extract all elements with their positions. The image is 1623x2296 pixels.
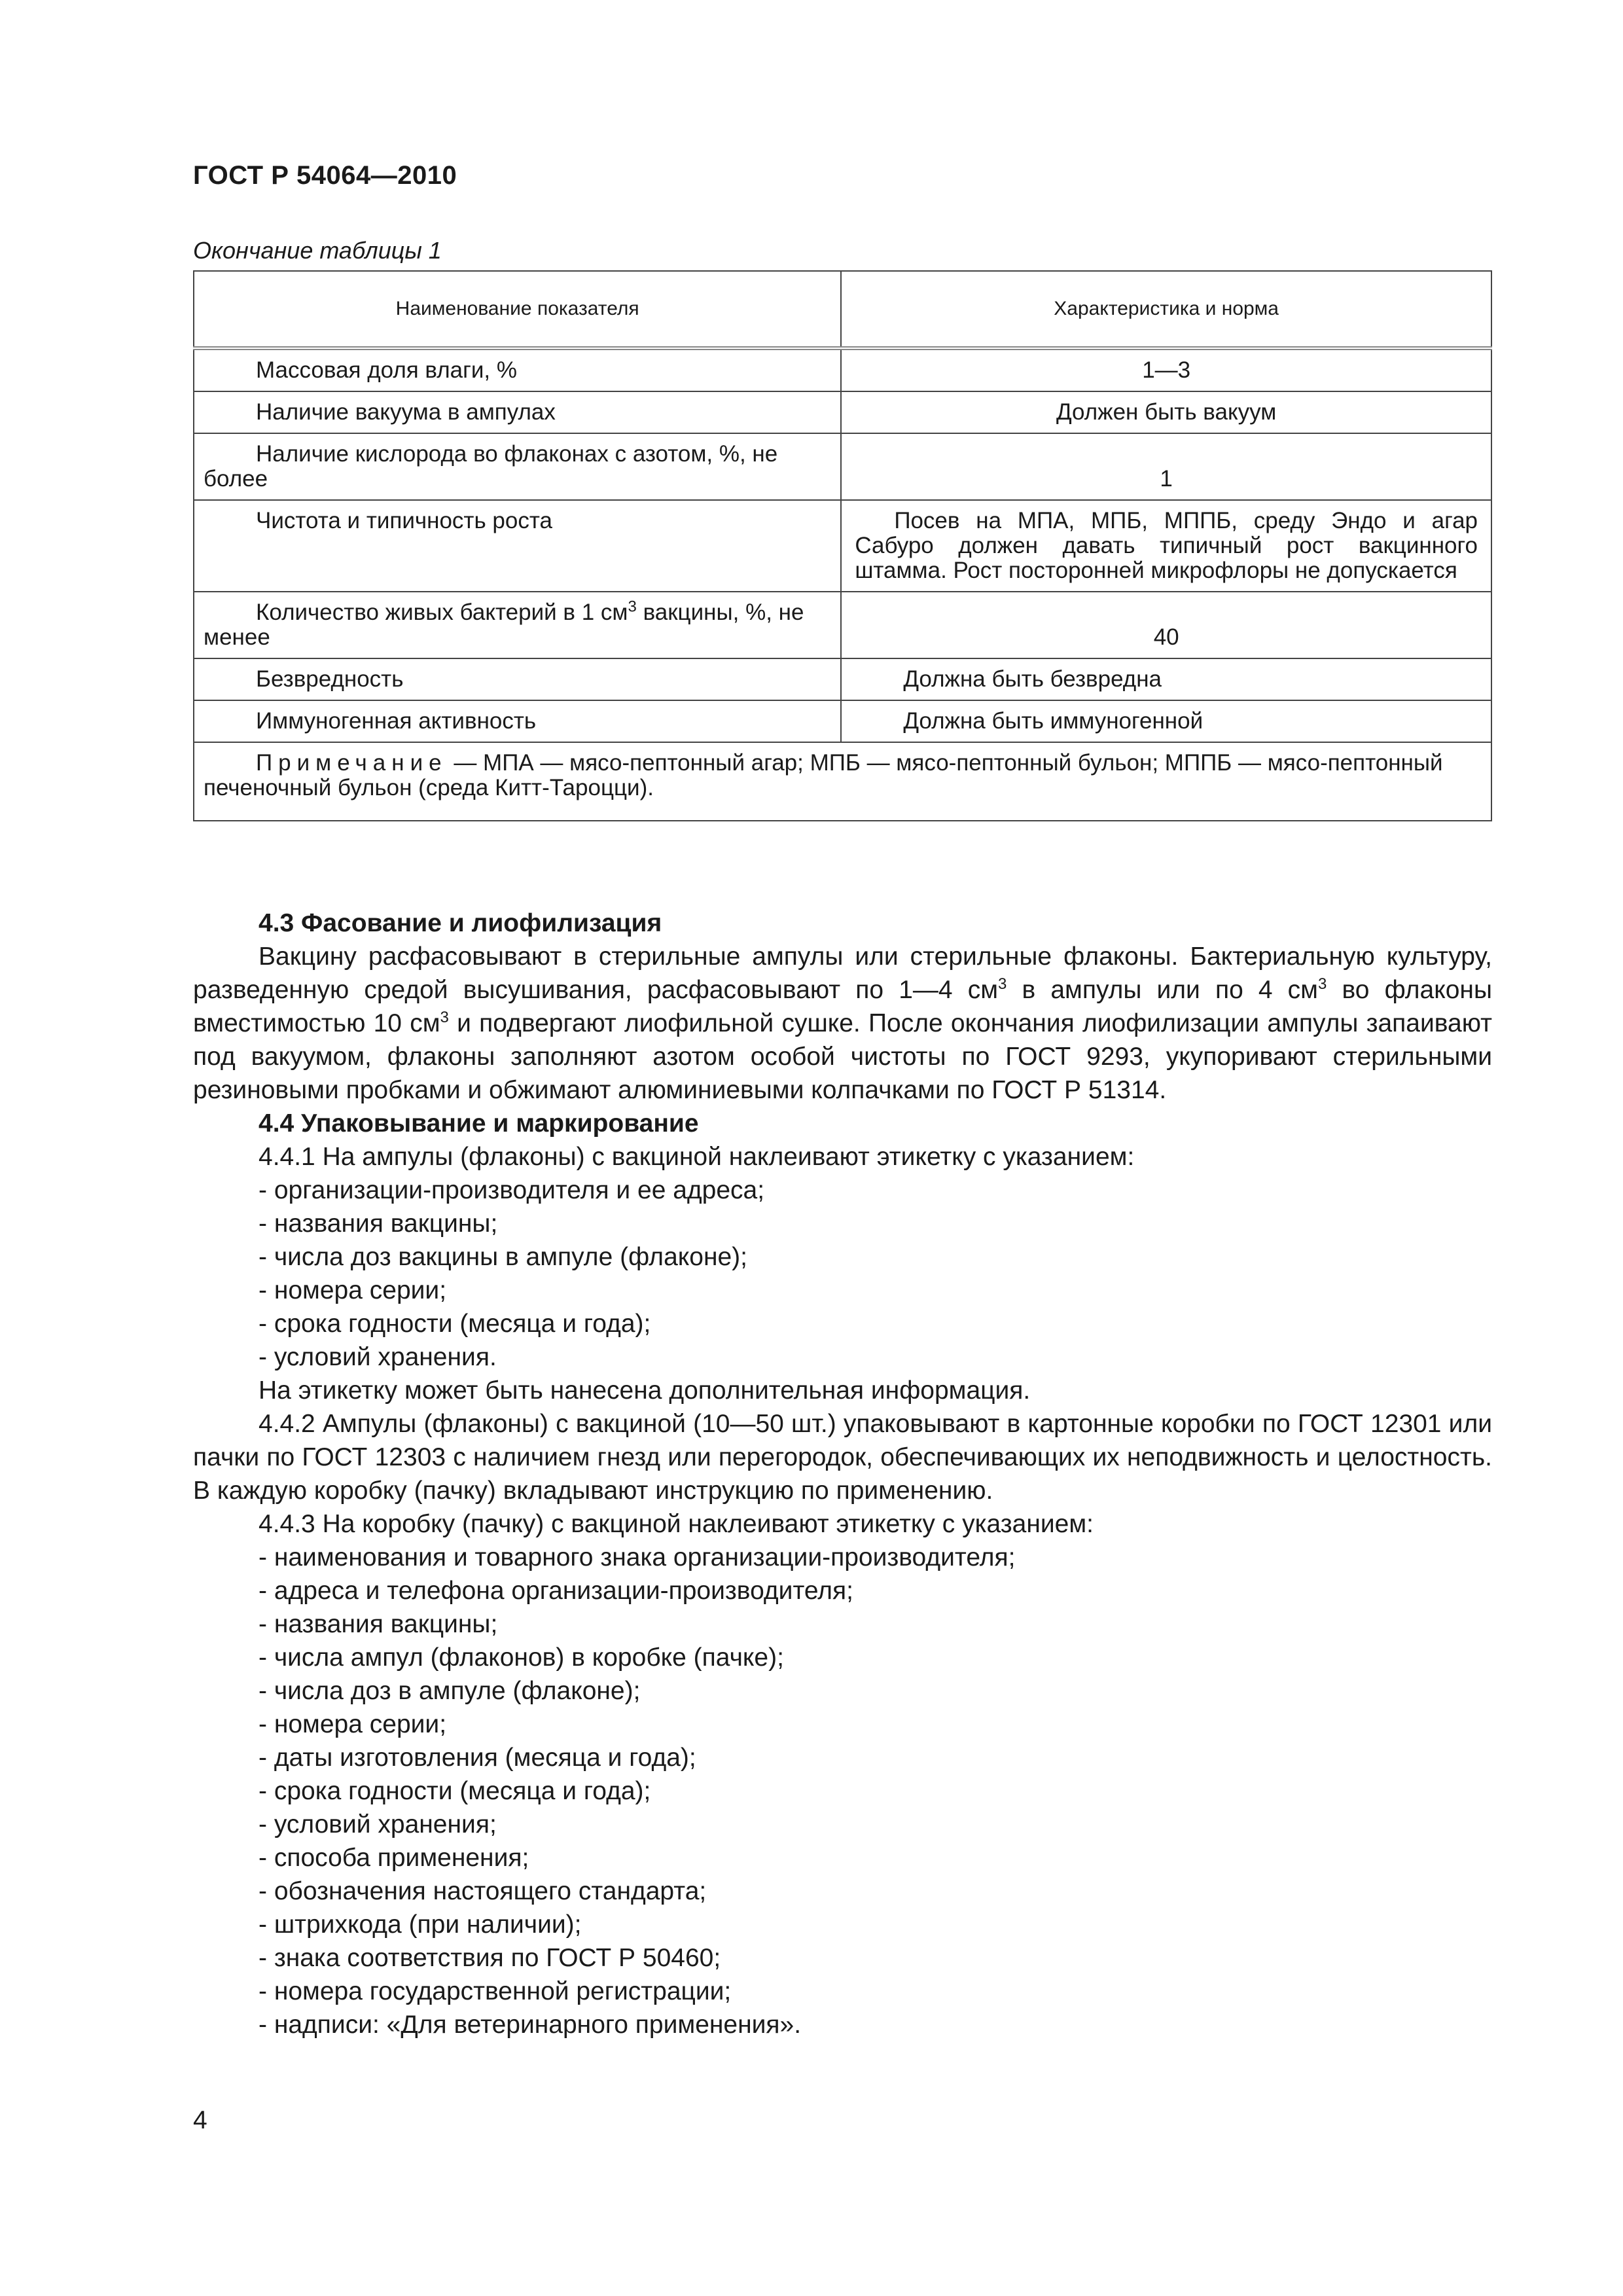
- clause-4-4-1: 4.4.1 На ампулы (флаконы) с вакциной наклеивают этикетку с указанием:: [259, 1143, 1135, 1171]
- indicator-name: Наличие кислорода во флаконах с азотом, %, не более: [204, 441, 778, 492]
- indicator-value: Должна быть безвредна: [903, 666, 1162, 692]
- list-item: - числа ампул (флаконов) в коробке (пачке);: [259, 1643, 784, 1672]
- additional-info-paragraph: На этикетку может быть нанесена дополнительная информация.: [259, 1376, 1031, 1405]
- table-row: [194, 592, 1491, 658]
- document-code-header: ГОСТ Р 54064—2010: [193, 161, 457, 190]
- table-row: [194, 700, 1491, 742]
- list-item: - организации-производителя и ее адреса;: [259, 1176, 765, 1204]
- note-label: Примечание: [256, 750, 448, 776]
- indicator-value-cell: [841, 700, 1491, 742]
- superscript: 3: [998, 975, 1007, 993]
- list-item: - числа доз в ампуле (флаконе);: [259, 1677, 641, 1705]
- list-item: - знака соответствия по ГОСТ Р 50460;: [259, 1944, 721, 1972]
- text-fragment: Вакцину расфасовывают в стерильные ампулы или стерильные флаконы. Бактериальную культуру, разведенную средой высушивания, расфасовывают по 1—4 см: [193, 942, 1492, 1004]
- column-header-name: Наименование показателя: [194, 271, 841, 348]
- indicator-name-cell: [194, 433, 841, 500]
- list-item: - даты изготовления (месяца и года);: [259, 1744, 696, 1772]
- list-item: - номера серии;: [259, 1710, 447, 1738]
- indicator-value: Должен быть вакуум: [841, 391, 1491, 433]
- text-fragment: и подвергают лиофильной сушке. После окончания лиофилизации ампулы запаивают под вакуумом, флаконы заполняют азотом особой чистоты по ГОСТ 9293, укупоривают стерильными резиновыми пробками и обжимают алюминиевыми колпачками по ГОСТ Р 51314.: [193, 1009, 1492, 1104]
- section-title-4-3: 4.3 Фасование и лиофилизация: [259, 909, 662, 937]
- list-item: - штрихкода (при наличии);: [259, 1910, 582, 1939]
- indicator-name-part: вакцины, %, не менее: [204, 600, 804, 650]
- superscript: 3: [440, 1009, 449, 1026]
- table-note-row: [194, 742, 1491, 821]
- indicator-value-cell: [841, 500, 1491, 592]
- table-note: [194, 742, 1491, 821]
- indicator-value-cell: [841, 658, 1491, 700]
- list-item: - способа применения;: [259, 1844, 529, 1872]
- indicator-name: Безвредность: [256, 666, 404, 692]
- specification-table: [193, 270, 1492, 821]
- list-item: - номера государственной регистрации;: [259, 1977, 732, 2005]
- clause-4-4-2: 4.4.2 Ампулы (флаконы) с вакциной (10—50 шт.) упаковывают в картонные коробки по ГОСТ 12301 или пачки по ГОСТ 12303 с наличием гнезд или перегородок, обеспечивающих их неподвижность и целостность. В каждую коробку (пачку) вкладывают инструкцию по применению.: [193, 1410, 1492, 1505]
- indicator-name: Иммуногенная активность: [256, 708, 537, 734]
- indicator-name: [204, 600, 831, 650]
- list-item: - числа доз вакцины в ампуле (флаконе);: [259, 1243, 747, 1271]
- indicator-value: 1—3: [841, 348, 1491, 391]
- table-row: [194, 348, 1491, 391]
- note-text: — МПА — мясо-пептонный агар; МПБ — мясо-пептонный бульон; МППБ — мясо-пептонный печеночный бульон (среда Китт-Тароцци).: [204, 750, 1443, 800]
- list-item: - срока годности (месяца и года);: [259, 1777, 651, 1805]
- indicator-name-part: Количество живых бактерий в 1 см: [256, 600, 628, 625]
- table-header-row: [194, 271, 1491, 348]
- list-item: - адреса и телефона организации-производителя;: [259, 1577, 853, 1605]
- text-fragment: в ампулы или по 4 см: [1007, 976, 1318, 1004]
- page-number: 4: [193, 2106, 207, 2134]
- list-item: - названия вакцины;: [259, 1210, 498, 1238]
- clause-4-4-3: 4.4.3 На коробку (пачку) с вакциной наклеивают этикетку с указанием:: [259, 1510, 1094, 1538]
- indicator-name-cell: [194, 658, 841, 700]
- section-title-4-4: 4.4 Упаковывание и маркирование: [259, 1109, 699, 1138]
- table-row: [194, 500, 1491, 592]
- column-header-value: Характеристика и норма: [841, 271, 1491, 348]
- indicator-value: 1: [841, 433, 1491, 500]
- table-caption: Окончание таблицы 1: [193, 237, 442, 264]
- section-4-3-paragraph: [193, 940, 1492, 1107]
- body-text: [193, 906, 1492, 2041]
- superscript: 3: [1318, 975, 1327, 993]
- indicator-value: 40: [841, 592, 1491, 658]
- list-item: - номера серии;: [259, 1276, 447, 1304]
- table-row: [194, 658, 1491, 700]
- indicator-name-cell: [194, 500, 841, 592]
- indicator-name-cell: [194, 391, 841, 433]
- list-item: - условий хранения;: [259, 1810, 497, 1839]
- list-item: - названия вакцины;: [259, 1610, 498, 1638]
- indicator-name: Наличие вакуума в ампулах: [256, 399, 556, 425]
- indicator-name-cell: [194, 592, 841, 658]
- indicator-name: Чистота и типичность роста: [256, 508, 552, 533]
- indicator-name-cell: [194, 348, 841, 391]
- indicator-value: Посев на МПА, МПБ, МППБ, среду Эндо и агар Сабуро должен давать типичный рост вакцинного штамма. Рост посторонней микрофлоры не допускается: [855, 508, 1478, 583]
- indicator-name: Массовая доля влаги, %: [256, 357, 517, 383]
- list-item: - наименования и товарного знака организации-производителя;: [259, 1543, 1016, 1571]
- list-item: - надписи: «Для ветеринарного применения».: [259, 2011, 802, 2039]
- superscript: 3: [628, 598, 637, 616]
- table-row: [194, 433, 1491, 500]
- list-item: - обозначения настоящего стандарта;: [259, 1877, 707, 1905]
- table-row: [194, 391, 1491, 433]
- text-fragment: во флаконы вместимостью 10 см: [193, 976, 1493, 1037]
- indicator-value: Должна быть иммуногенной: [903, 708, 1204, 734]
- list-item: - условий хранения.: [259, 1343, 497, 1371]
- list-item: - срока годности (месяца и года);: [259, 1310, 651, 1338]
- indicator-name-cell: [194, 700, 841, 742]
